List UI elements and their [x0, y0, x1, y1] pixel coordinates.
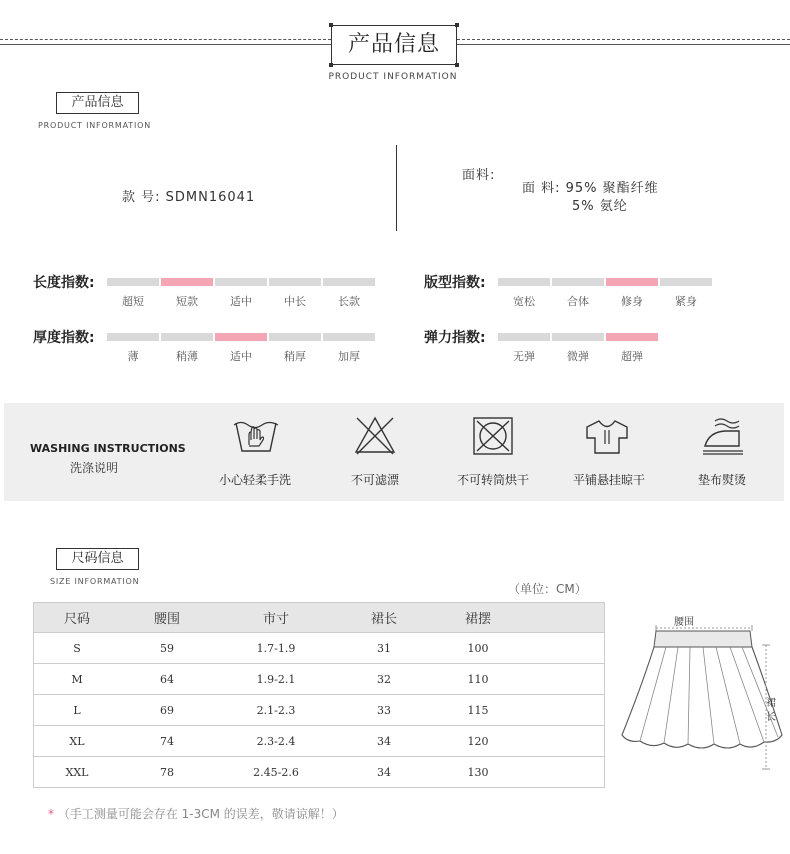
table-cell: 59: [120, 633, 214, 664]
index-option: 宽松: [513, 295, 535, 308]
table-cell: 32: [338, 664, 430, 695]
index-option: 稍厚: [284, 350, 306, 363]
waist-label: 腰围: [674, 617, 694, 628]
index-option: 超弹: [621, 350, 643, 363]
section-subtitle-product: PRODUCT INFORMATION: [38, 121, 151, 130]
section-title-product: 产品信息: [56, 92, 139, 114]
table-cell: 74: [120, 726, 214, 757]
no-bleach-icon: [353, 414, 397, 456]
table-cell: 33: [338, 695, 430, 726]
index-option: 紧身: [675, 295, 697, 308]
washing-title: WASHING INSTRUCTIONS: [30, 442, 186, 455]
column-header: 市寸: [214, 603, 338, 633]
washing-label: 不可转筒烘干: [456, 473, 529, 487]
table-cell: XXL: [34, 757, 121, 788]
index-segment-selected: [606, 278, 658, 286]
index-segment-selected: [215, 333, 267, 341]
vertical-divider: [396, 145, 397, 231]
fabric-line-2: 5% 氨纶: [572, 199, 628, 214]
column-header: 裙摆: [430, 603, 526, 633]
table-cell: 1.7-1.9: [214, 633, 338, 664]
table-cell: 34: [338, 726, 430, 757]
table-cell-empty: [526, 664, 605, 695]
length-index-label: 长度指数:: [33, 275, 95, 291]
index-segment: [269, 278, 321, 286]
corner-dot: [329, 63, 333, 67]
thickness-index-label: 厚度指数:: [33, 330, 95, 346]
corner-dot: [455, 23, 459, 27]
index-option: 适中: [230, 295, 252, 308]
fit-index-label: 版型指数:: [424, 275, 486, 291]
washing-label: 垫布熨烫: [697, 473, 746, 487]
skirt-diagram-icon: [618, 625, 788, 775]
table-header-row: [34, 603, 605, 633]
fabric-heading: 面料:: [462, 168, 496, 183]
table-cell: XL: [34, 726, 121, 757]
table-cell: 2.45-2.6: [214, 757, 338, 788]
column-header: 腰围: [120, 603, 214, 633]
table-cell-empty: [526, 757, 605, 788]
note-text: （手工测量可能会存在 1-3CM 的误差，敬请谅解！）: [57, 807, 344, 821]
table-row: [34, 726, 605, 757]
iron-with-cloth-icon: [701, 418, 745, 456]
index-segment: [323, 278, 375, 286]
washing-subtitle: 洗涤说明: [70, 461, 119, 475]
size-table: [33, 602, 605, 788]
table-cell-empty: [526, 726, 605, 757]
table-cell: 110: [430, 664, 526, 695]
index-option: 稍薄: [176, 350, 198, 363]
index-segment: [269, 333, 321, 341]
unit-label: （单位：CM）: [508, 582, 587, 596]
index-option: 中长: [284, 295, 306, 308]
table-row: [34, 757, 605, 788]
index-segment: [323, 333, 375, 341]
index-option: 长款: [338, 295, 360, 308]
index-segment: [498, 278, 550, 286]
index-option: 合体: [567, 295, 589, 308]
index-segment: [107, 278, 159, 286]
no-tumble-dry-icon: [472, 416, 514, 456]
index-segment: [498, 333, 550, 341]
washing-label: 不可滤漂: [350, 473, 399, 487]
column-header: 裙长: [338, 603, 430, 633]
index-segment: [107, 333, 159, 341]
table-cell: 69: [120, 695, 214, 726]
index-segment: [161, 333, 213, 341]
table-cell-empty: [526, 695, 605, 726]
table-row: [34, 633, 605, 664]
table-cell: 130: [430, 757, 526, 788]
index-segment: [552, 333, 604, 341]
index-option: 适中: [230, 350, 252, 363]
style-number: 款 号: SDMN16041: [122, 190, 256, 205]
table-cell: 115: [430, 695, 526, 726]
index-option: 短款: [176, 295, 198, 308]
index-segment: [215, 278, 267, 286]
index-segment: [552, 278, 604, 286]
column-header-spacer: [526, 603, 605, 633]
index-option: 无弹: [513, 350, 535, 363]
length-label: 裙长: [766, 698, 776, 723]
section-title-size: 尺码信息: [56, 548, 139, 570]
table-cell: 2.1-2.3: [214, 695, 338, 726]
index-option: 修身: [621, 295, 643, 308]
table-cell: 1.9-2.1: [214, 664, 338, 695]
table-cell: 64: [120, 664, 214, 695]
corner-dot: [455, 63, 459, 67]
index-option: 加厚: [338, 350, 360, 363]
table-row: [34, 695, 605, 726]
header-rule: [457, 44, 790, 45]
index-segment-selected: [606, 333, 658, 341]
page-title: [331, 25, 457, 65]
table-cell-empty: [526, 633, 605, 664]
table-cell: 31: [338, 633, 430, 664]
corner-dot: [329, 23, 333, 27]
column-header: 尺码: [34, 603, 121, 633]
note-star: *: [48, 807, 54, 821]
table-cell: 2.3-2.4: [214, 726, 338, 757]
index-option: 薄: [127, 350, 139, 363]
index-option: 微弹: [567, 350, 589, 363]
table-cell: L: [34, 695, 121, 726]
washing-label: 平铺悬挂晾干: [572, 473, 645, 487]
page-subtitle: PRODUCT INFORMATION: [328, 72, 458, 82]
measurement-note: [48, 805, 344, 822]
table-row: [34, 664, 605, 695]
flat-dry-icon: [583, 418, 631, 456]
header-rule: [457, 39, 790, 40]
table-cell: 100: [430, 633, 526, 664]
table-cell: S: [34, 633, 121, 664]
index-segment-selected: [161, 278, 213, 286]
header-rule: [0, 39, 331, 40]
table-cell: 120: [430, 726, 526, 757]
header-rule: [0, 44, 331, 45]
page-title-text: 产品信息: [347, 32, 440, 57]
hand-wash-icon: [233, 415, 279, 455]
table-cell: M: [34, 664, 121, 695]
fabric-line-1: 面 料: 95% 聚酯纤维: [522, 181, 659, 196]
table-cell: 34: [338, 757, 430, 788]
table-cell: 78: [120, 757, 214, 788]
elasticity-index-label: 弹力指数:: [424, 330, 486, 346]
section-subtitle-size: SIZE INFORMATION: [50, 577, 140, 586]
index-option: 超短: [122, 295, 144, 308]
index-segment: [660, 278, 712, 286]
washing-label: 小心轻柔手洗: [218, 473, 291, 487]
